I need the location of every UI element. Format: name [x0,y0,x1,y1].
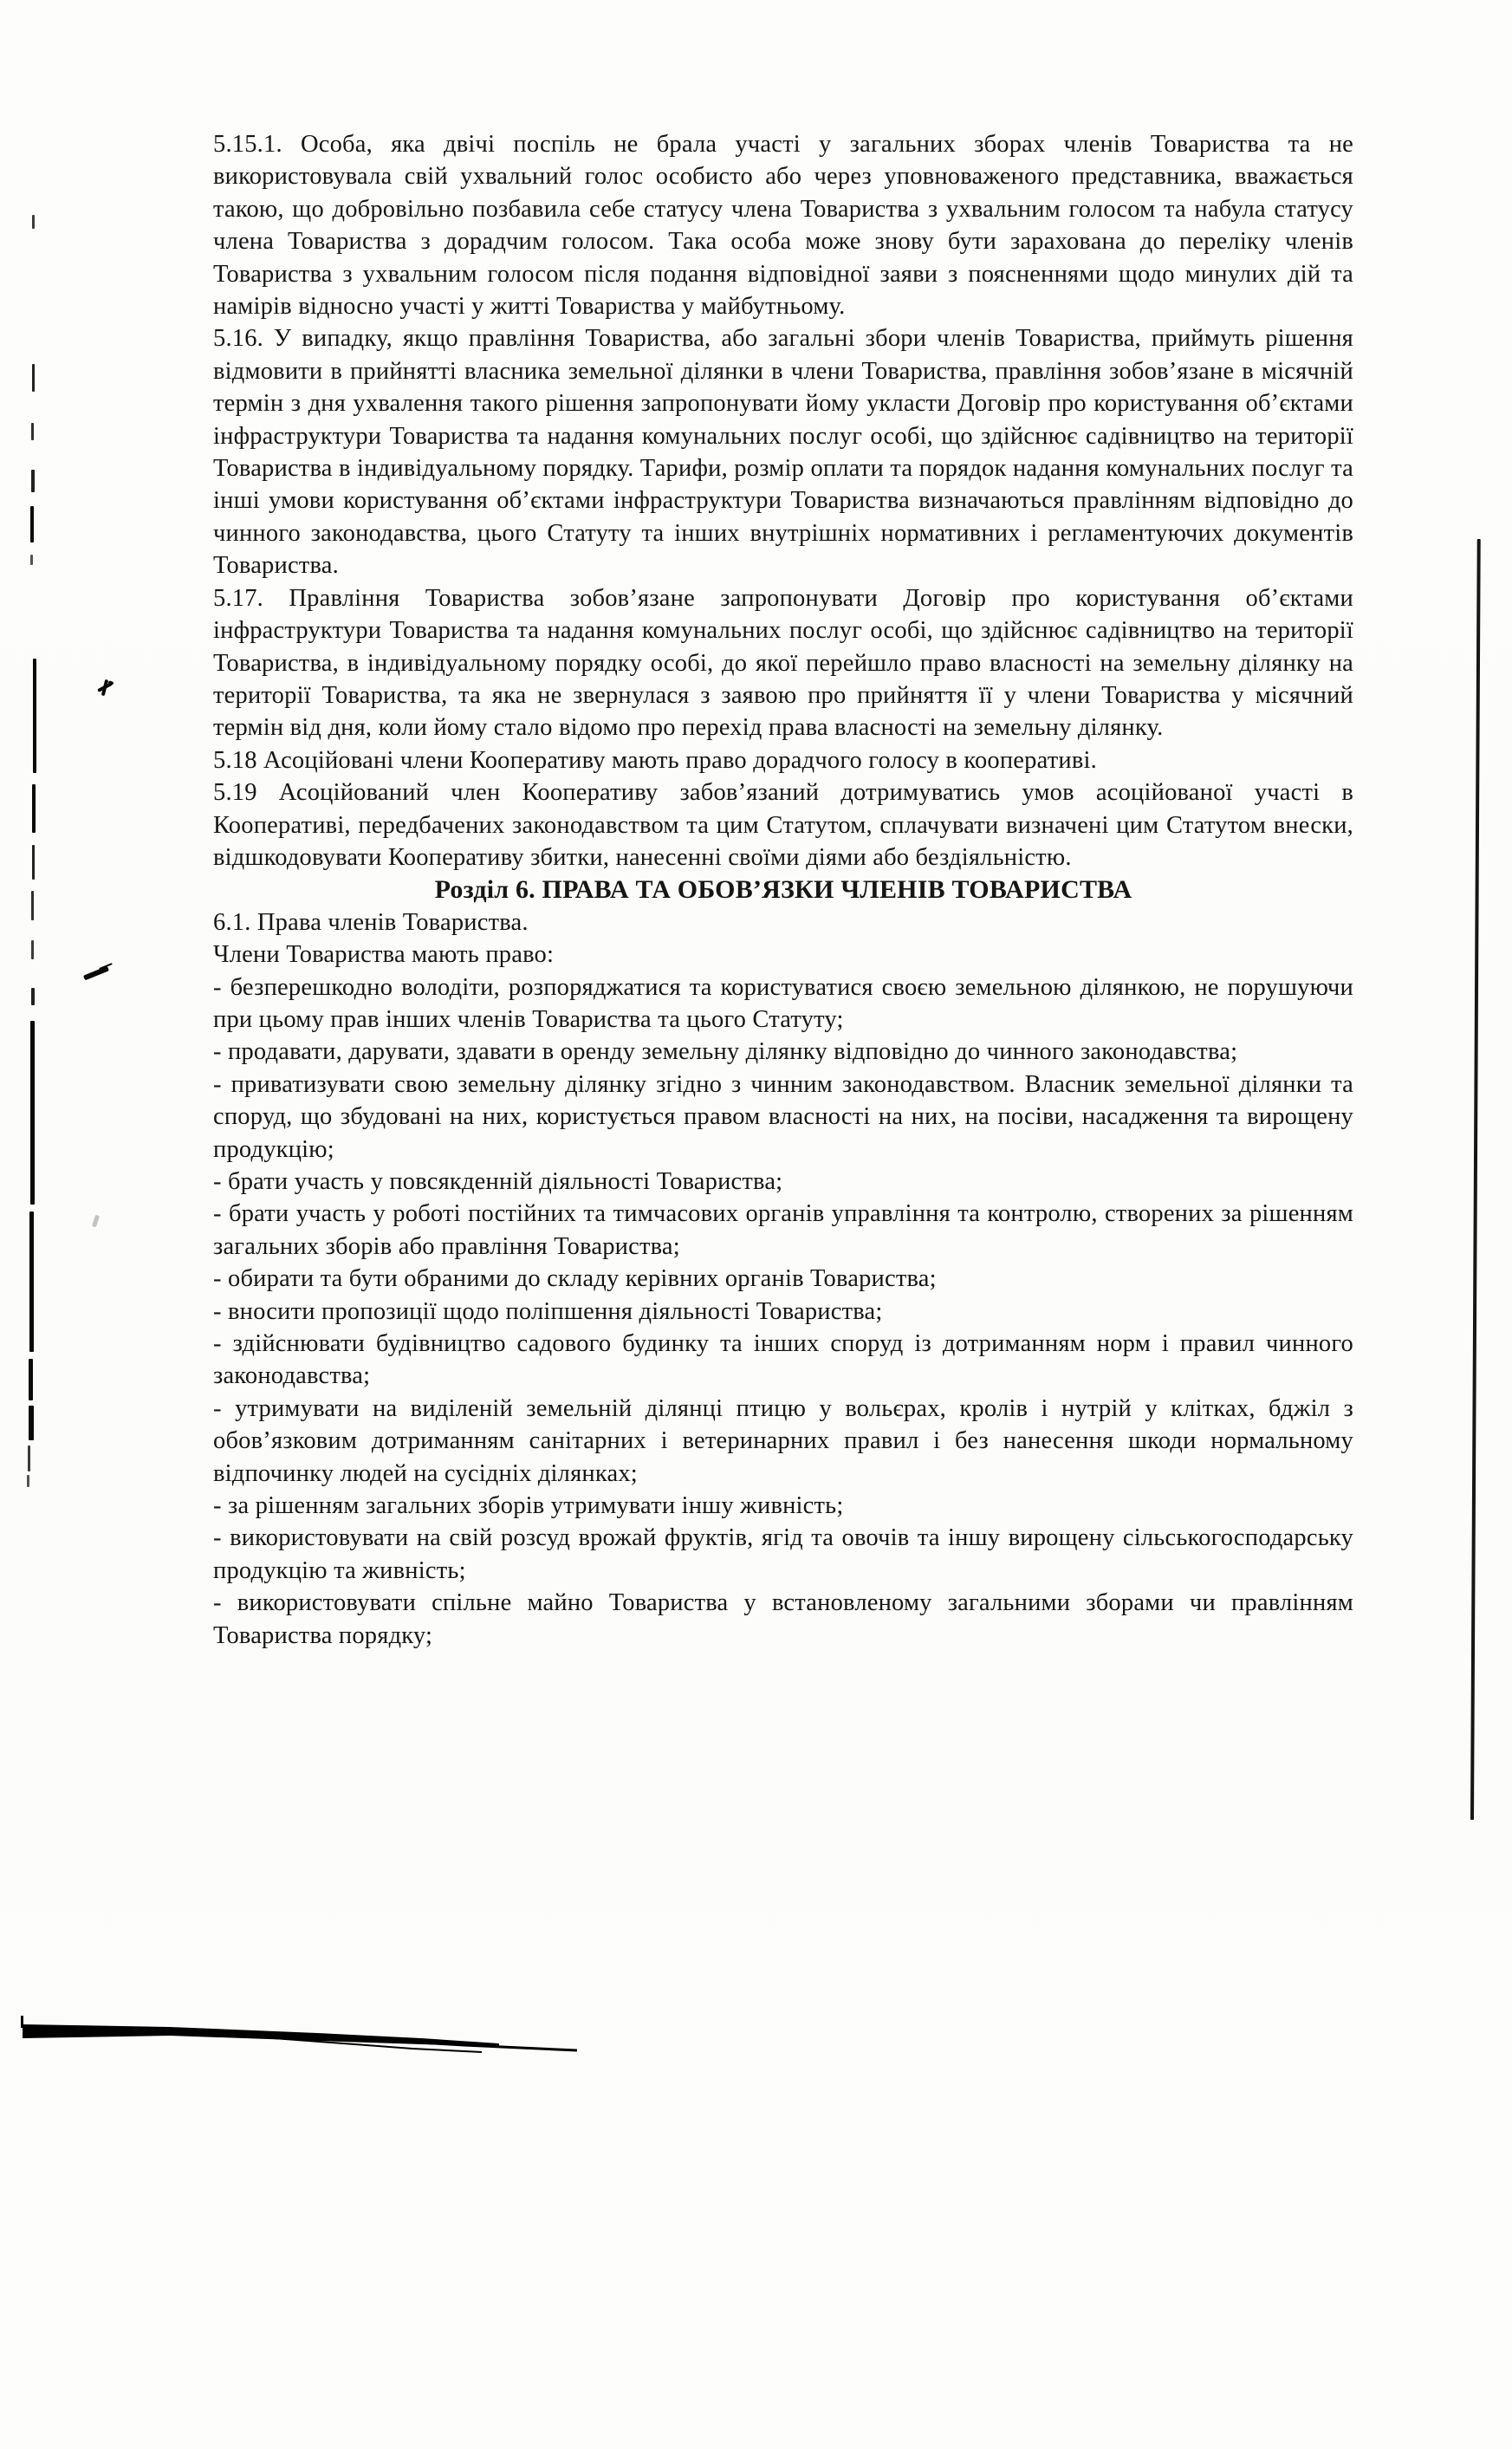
clause-5-18: 5.18 Асоційовані члени Кооперативу мають право дорадчого голосу в кооперативі. [213,746,1097,774]
right-item-2: - продавати, дарувати, здавати в оренду земельну ділянку відповідно до чинного законодавства; [213,1038,1238,1066]
margin-mark-star [95,678,114,698]
right-item-10: - за рішенням загальних зборів утримувати іншу живність; [213,1492,844,1520]
margin-mark-faint-tick [92,1215,100,1228]
scan-artifact-bottom-line [14,2012,620,2064]
right-item-8: - здійснювати будівництво садового будинку та інших споруд із дотриманням норм і правил чинного законодавства; [213,1330,1353,1390]
right-item-12: - використовувати спільне майно Товариства у встановленому загальними зборами чи правлінням Товариства порядку; [213,1589,1353,1649]
right-item-6: - обирати та бути обраними до складу керівних органів Товариства; [213,1265,937,1293]
document-page [213,128,1353,1652]
clause-5-19: 5.19 Асоційований член Кооперативу забов’язаний дотримуватись умов асоційованої участі в Кооперативі, передбачених законодавством та цим Статутом, сплачувати визначені цим Статутом внески, відшкодовувати Кооперативу збитки, нанесенні своїми діями або бездіяльністю. [213,779,1353,871]
clause-5-17: 5.17. Правління Товариства зобов’язане запропонувати Договір про користування об’єктами інфраструктури Товариства та надання комунальних послуг особі, що здійснює садівництво на території Товариства, в індивідуальному порядку особі, до якої перейшло право власності на земельну ділянку на території Товариства, та яка не звернулася з заявою про прийняття її у члени Товариства у місячний термін від дня, коли йому стало відомо про перехід права власності на земельну ділянку. [213,584,1353,742]
scan-artifact-right-edge-line [1470,539,1481,1820]
section-6-heading: Розділ 6. ПРАВА ТА ОБОВ’ЯЗКИ ЧЛЕНІВ ТОВАРИСТВА [434,875,1132,905]
clause-5-15-1: 5.15.1. Особа, яка двічі поспіль не брала участі у загальних зборах членів Товариства та не використовувала свій ухвальний голос особисто або через уповноваженого представника, вважається такою, що добровільно позбавила себе статусу члена Товариства з ухвальним голосом та набула статусу члена Товариства з дорадчим голосом. Така особа може знову бути зарахована до переліку членів Товариства з ухвальним голосом після подання відповідної заяви з поясненнями щодо минулих дій та намірів відносно участі у житті Товариства у майбутньому. [213,131,1353,321]
right-item-7: - вносити пропозиції щодо поліпшення діяльності Товариства; [213,1297,883,1325]
right-item-4: - брати участь у повсякденній діяльності Товариства; [213,1168,783,1195]
right-item-3: - приватизувати свою земельну ділянку згідно з чинним законодавством. Власник земельної ділянки та споруд, що збудовані на них, користується правом власності на них, на посіви, насадження та вирощену продукцію; [213,1070,1353,1163]
clause-5-16: 5.16. У випадку, якщо правління Товариства, або загальні збори членів Товариства, приймуть рішення відмовити в прийнятті власника земельної ділянки в члени Товариства, правління зобов’язане в місячній термін з дня ухвалення такого рішення запропонувати йому укласти Договір про користування об’єктами інфраструктури Товариства та надання комунальних послуг особі, що здійснює садівництво на території Товариства в індивідуальному порядку. Тарифи, розмір оплати та порядок надання комунальних послуг та інші умови користування об’єктами інфраструктури Товариства визначаються правлінням відповідно до чинного законодавства, цього Статуту та інших внутрішніх нормативних і регламентуючих документів Товариства. [213,325,1353,580]
bottom-line-graphic [14,2012,620,2064]
members-rights-intro: Члени Товариства мають право: [213,941,555,969]
right-item-11: - використовувати на свій розсуд врожай фруктів, ягід та овочів та іншу вирощену сільськогосподарську продукцію та живність; [213,1524,1353,1584]
right-item-9: - утримувати на виділеній земельній ділянці птицю у вольєрах, кролів і нутрій у клітках, бджіл з обов’язковим дотриманням санітарних і ветеринарних правил і без нанесення шкоди нормальному відпочинку людей на сусідніх ділянках; [213,1394,1353,1487]
right-item-5: - брати участь у роботі постійних та тимчасових органів управління та контролю, створених за рішенням загальних зборів або правління Товариства; [213,1200,1353,1260]
clause-6-1: 6.1. Права членів Товариства. [213,908,529,936]
margin-mark-pen-stroke [80,964,114,984]
right-item-1: - безперешкодно володіти, розпоряджатися та користуватися своєю земельною ділянкою, не порушуючи при цьому прав інших членів Товариства та цього Статуту; [213,973,1353,1033]
